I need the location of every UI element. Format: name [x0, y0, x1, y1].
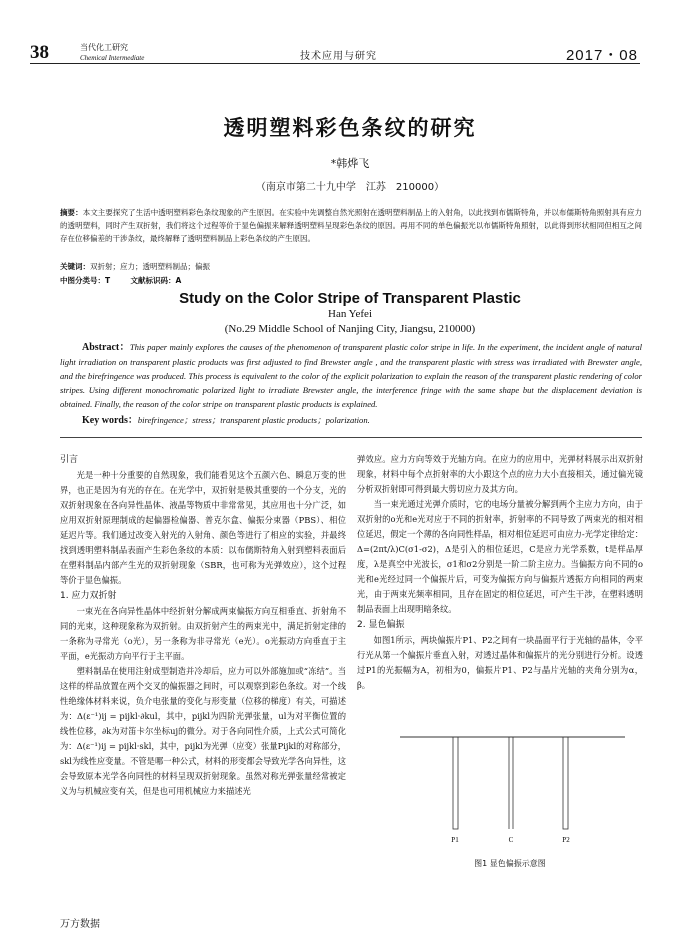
abstract-en-text: This paper mainly explores the causes of the phenomenon of transparent plastic color stripe in life. In the experiment, the incident angle of natural light irradiation on transparent plastic products was first adjusted to find Brewster angle , and the transparent plastic with stress was irradiated with Brewster angle, and the birefringence was produced. This process is equivalent to the color of the explicit polarization to explain the reason of the transparent plastic rendering of color stripes. Using different monochromatic polarized light to irradiate Brewster angle, the interference fringe with the same shape but the displacement deviation is obtained. Finally, the reason of the color stripe on transparent plastic products is explained.	[60, 342, 643, 409]
abstract-cn-text: 本文主要探究了生活中透明塑料彩色条纹现象的产生原因。在实验中先调整自然光照射在透明塑料制品上的入射角，以此找到布儒斯特角，并以布儒斯特角照射具有应力的透明塑料，同时产生双折射，我们将这个过程等价于显色偏振来解释透明塑料呈现彩色条纹的原因。再用不同的单色偏振光以布儒斯特角照射，以此得到形状相同但相互之间存在位移偏差的干涉条纹，最终解释了透明塑料制品上彩色条纹的产生原因。	[60, 208, 643, 243]
journal-name-en: Chemical Intermediate	[80, 54, 145, 62]
header-rule	[30, 63, 640, 64]
left-column	[60, 452, 346, 799]
clc-value: T	[105, 276, 111, 285]
paper-title-en: Study on the Color Stripe of Transparent Plastic	[179, 290, 521, 307]
right-column	[357, 452, 643, 693]
keywords-en-text: birefringence；stress；transparent plastic products；polarization.	[137, 415, 370, 425]
doc-code-label: 文献标识码：	[130, 276, 176, 285]
classification-line	[60, 275, 642, 286]
intro-heading: 引言	[60, 455, 79, 465]
section-1-heading: 1. 应力双折射	[60, 591, 117, 601]
keywords-en: Key words：birefringence；stress；transparent plastic products；polarization.	[82, 415, 370, 426]
label-p1: P1	[451, 836, 459, 844]
doc-code-value: A	[175, 276, 182, 285]
right-paragraph-1: 弹效应。应力方向等效于光轴方向。在应力的应用中，光弹材料展示出双折射现象，材料中每个点折射率的大小跟这个点的应力大小直接相关，通过偏光镜分析双折射即可得到最大剪切应力及其方向。	[357, 454, 643, 494]
abstract-en: Abstract：This paper mainly explores the causes of the phenomenon of transparent plastic color stripe in life. In the experiment, the incident angle of natural light irradiation on transparent plastic products was first adjusted to find Brewster angle , and the transparent plastic with stress was irradiated with Brewster angle, and the birefringence was produced. This process is equivalent to the color of the explicit polarization to explain the reason of the transparent plastic rendering of color stripes. Using different monochromatic polarized light to irradiate Brewster angle, the interference fringe with the same shape but the displacement deviation is obtained. Finally, the reason of the color stripe on transparent plastic products is explained.	[60, 342, 643, 409]
intro-paragraph: 光是一种十分重要的自然现象，我们能看见这个五颜六色、瞬息万变的世界，也正是因为有光的存在。在光学中，双折射是极其重要的一个分支，光的双折射现象在各向异性晶体、液晶等物质中非常常见，其应用也十分广泛，如应用双折射原理制成的起偏器检偏器、普克尔盒、偏振分束器（PBS）、相位延迟片等。我们通过改变入射光的入射角、颜色等进行了相应的实验，并最终找到透明塑料制品表面产生彩色条纹的本质：以布儒斯特角入射到塑料表面后在塑料制品内部产生光的双折射现象（SBR，也可称为光弹效应），这个过程等价于显色偏振。	[60, 470, 346, 585]
section-1-paragraph-2: 塑料制品在使用注射成型制造并冷却后，应力可以外部施加或“冻结”。当这样的样品放置在两个交叉的偏振器之间时，可以观察到彩色条纹。对一个线性绝缘体材料来说，负介电张量的变化与形变量（位移的梯度）有关，可描述为：Δ(ε⁻¹)ij = pijkl·∂kul，其中，pijkl为四阶光弹张量，ul为对平衡位置的线性位移，∂k为对笛卡尔坐标uj的微分。对于各向同性介质，上式公式可简化为：Δ(ε⁻¹)ij = pijkl·skl，其中，pijkl为光弹（应变）张量Pijkl的对称部分，skl为线性应变量。不管是哪一种公式，材料的形变都会导致光学各向异性，这会导致原本光学各向同性的材料呈现双折射现象。虽然对称光弹张量经常被定义为与机械应变有关，但是也可用机械应力来描述光	[60, 666, 346, 796]
label-p2: P2	[562, 836, 570, 844]
author-cn: *韩烨飞	[330, 157, 370, 170]
abstract-cn-label: 摘要：	[60, 208, 83, 217]
polarizer-p1	[453, 737, 458, 829]
section-2-heading: 2. 显色偏振	[357, 620, 405, 630]
journal-name-cn: 当代化工研究	[80, 43, 128, 52]
author-en: Han Yefei	[328, 308, 372, 320]
footer-watermark: 万方数据	[60, 919, 100, 930]
abstract-divider	[60, 437, 642, 438]
right-paragraph-2: 当一束光通过光弹介质时，它的电场分量被分解到两个主应力方向，由于双折射的o光和e光对应于不同的折射率，折射率的不同导致了两束光的相对相位延迟，假定一个薄的各向同性样品，相对相位延迟可由应力-光学定律给定：Δ=(2πt/λ)C(σ1-σ2)，Δ是引入的相位延迟，C是应力光学系数，t是样品厚度，λ是真空中光波长，σ1和σ2分别是一阶二阶主应力。当偏振方向不同的o光和e光经过同一个偏振片后，可变为偏振方向与偏振片透振方向相同的两束光，由于两束光频率相同，且存在固定的相位延迟，可产生干涉，在塑料透明制品表面上出现明暗条纹。	[357, 499, 643, 614]
label-c: C	[508, 836, 514, 844]
issue-date: 2017・08	[565, 47, 638, 64]
figure-1-caption: 图1 显色偏振示意图	[474, 859, 546, 868]
affiliation-cn: （南京市第二十九中学 江苏 210000）	[255, 182, 445, 193]
keywords-cn-label: 关键词：	[60, 262, 90, 271]
affiliation-en: (No.29 Middle School of Nanjing City, Jiangsu, 210000)	[224, 323, 476, 335]
keywords-cn	[60, 261, 642, 272]
section-1-paragraph-1: 一束光在各向异性晶体中经折射分解成两束偏振方向互相垂直、折射角不同的光束，这种现象称为双折射。由双折射产生的两束光中，满足折射定律的一条称为寻常光（o光），另一条称为非寻常光（e光）。o光振动方向垂直于主平面，e光振动方向平行于主平面。	[60, 606, 346, 661]
abstract-cn	[60, 206, 642, 245]
keywords-cn-text: 双折射；应力；透明塑料制品；偏振	[90, 262, 210, 271]
polarizer-p2	[563, 737, 568, 829]
clc-label: 中图分类号：	[60, 276, 105, 285]
figure-1-diagram	[395, 735, 630, 845]
section-2-paragraph-1: 如图1所示，两块偏振片P1、P2之间有一块晶面平行于光轴的晶体，令平行光从第一个偏振片垂直入射，对透过晶体和偏振片的光分别进行分析。设透过P1的光振幅为A，初相为0，偏振片P1、P2与晶片光轴的夹角分别为α，β。	[357, 635, 643, 690]
section-title: 技术应用与研究	[300, 51, 377, 62]
keywords-en-label: Key words	[82, 415, 128, 426]
abstract-en-label: Abstract	[82, 342, 120, 353]
paper-title-cn: 透明塑料彩色条纹的研究	[223, 116, 477, 140]
page-number: 38	[30, 42, 49, 63]
